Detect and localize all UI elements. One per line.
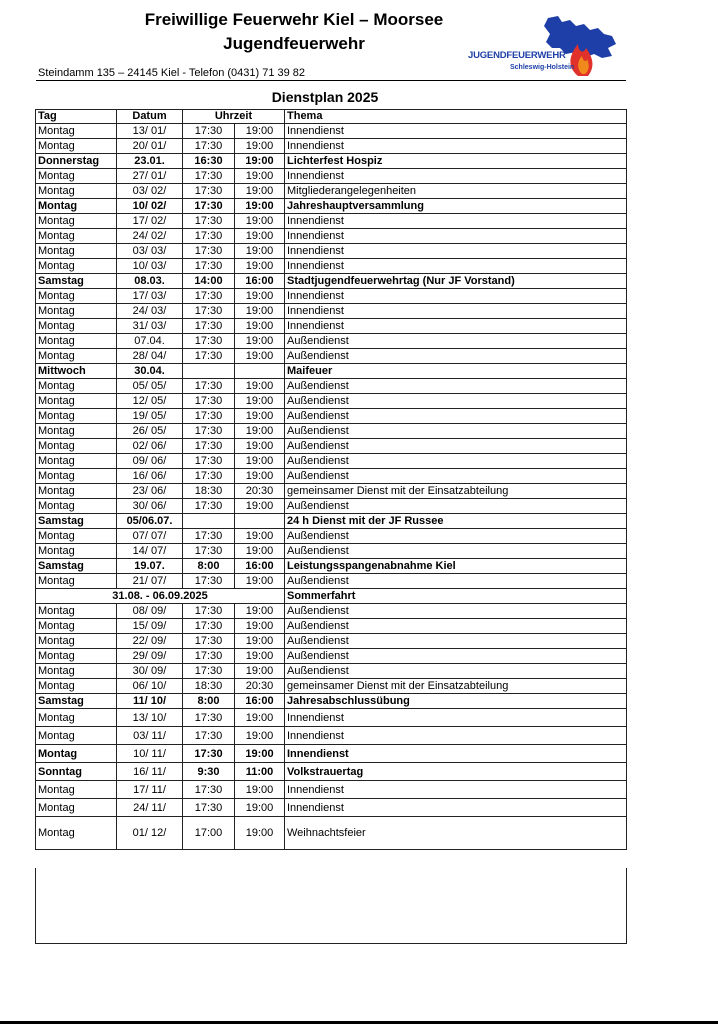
cell-tag: Montag [36, 679, 117, 694]
cell-tag: Samstag [36, 274, 117, 289]
cell-datum: 19/ 05/ [117, 409, 183, 424]
cell-datum: 10/ 03/ [117, 259, 183, 274]
cell-time-start [183, 514, 235, 529]
table-row [36, 454, 627, 469]
table-header-row [36, 110, 627, 124]
cell-thema: Jahreshauptversammlung [285, 199, 627, 214]
cell-time-end: 19:00 [235, 619, 285, 634]
table-row [36, 244, 627, 259]
cell-datum: 27/ 01/ [117, 169, 183, 184]
cell-thema: Außendienst [285, 349, 627, 364]
cell-tag: Montag [36, 649, 117, 664]
cell-datum: 23/ 06/ [117, 484, 183, 499]
table-row [36, 424, 627, 439]
cell-thema: gemeinsamer Dienst mit der Einsatzabteilung [285, 484, 627, 499]
cell-time-start: 17:30 [183, 169, 235, 184]
cell-tag: Montag [36, 439, 117, 454]
table-row [36, 184, 627, 199]
table-row [36, 124, 627, 139]
cell-datum: 10/ 11/ [117, 745, 183, 763]
cell-thema: Außendienst [285, 604, 627, 619]
cell-time-start: 8:00 [183, 559, 235, 574]
cell-tag: Samstag [36, 694, 117, 709]
cell-tag: Montag [36, 604, 117, 619]
cell-time-end: 19:00 [235, 259, 285, 274]
table-row [36, 139, 627, 154]
table-row [36, 514, 627, 529]
cell-time-start: 17:30 [183, 604, 235, 619]
table-row [36, 781, 627, 799]
col-header-tag: Tag [36, 110, 117, 124]
cell-time-end: 19:00 [235, 229, 285, 244]
cell-datum: 28/ 04/ [117, 349, 183, 364]
cell-tag: Montag [36, 394, 117, 409]
cell-time-end: 19:00 [235, 214, 285, 229]
cell-thema: Innendienst [285, 319, 627, 334]
table-row [36, 574, 627, 589]
cell-time-end: 19:00 [235, 394, 285, 409]
table-row [36, 379, 627, 394]
table-row [36, 484, 627, 499]
cell-tag: Montag [36, 424, 117, 439]
cell-tag: Montag [36, 664, 117, 679]
table-row [36, 349, 627, 364]
cell-time-start: 17:30 [183, 334, 235, 349]
cell-time-start: 17:30 [183, 319, 235, 334]
cell-datum: 03/ 03/ [117, 244, 183, 259]
org-title: Freiwillige Feuerwehr Kiel – Moorsee [144, 10, 444, 29]
cell-time-start [183, 364, 235, 379]
cell-time-end: 19:00 [235, 199, 285, 214]
cell-thema: Stadtjugendfeuerwehrtag (Nur JF Vorstand) [285, 274, 627, 289]
cell-thema: Außendienst [285, 424, 627, 439]
cell-time-end [235, 514, 285, 529]
cell-time-end: 16:00 [235, 694, 285, 709]
cell-time-start: 16:30 [183, 154, 235, 169]
address-line: Steindamm 135 – 24145 Kiel - Telefon (0431) 71 39 82 [38, 67, 306, 79]
cell-time-end: 19:00 [235, 745, 285, 763]
cell-time-start: 17:30 [183, 349, 235, 364]
cell-thema: Maifeuer [285, 364, 627, 379]
table-row [36, 319, 627, 334]
cell-time-start: 17:30 [183, 244, 235, 259]
cell-tag: Montag [36, 619, 117, 634]
cell-time-end: 19:00 [235, 709, 285, 727]
table-row [36, 199, 627, 214]
cell-thema: Außendienst [285, 409, 627, 424]
cell-time-start: 17:30 [183, 469, 235, 484]
cell-tag: Montag [36, 799, 117, 817]
cell-tag: Montag [36, 229, 117, 244]
cell-tag: Mittwoch [36, 364, 117, 379]
cell-time-start: 17:30 [183, 499, 235, 514]
cell-thema: Innendienst [285, 289, 627, 304]
cell-time-end: 19:00 [235, 544, 285, 559]
cell-tag: Montag [36, 745, 117, 763]
cell-time-start: 17:30 [183, 199, 235, 214]
jugendfeuerwehr-logo [466, 14, 622, 84]
cell-tag: Samstag [36, 514, 117, 529]
cell-time-end: 19:00 [235, 409, 285, 424]
cell-datum: 10/ 02/ [117, 199, 183, 214]
cell-tag: Montag [36, 634, 117, 649]
table-row [36, 439, 627, 454]
cell-thema: Außendienst [285, 634, 627, 649]
cell-datum: 05/ 05/ [117, 379, 183, 394]
cell-thema: Innendienst [285, 745, 627, 763]
cell-time-start: 17:30 [183, 454, 235, 469]
cell-time-start: 17:30 [183, 544, 235, 559]
cell-datum: 29/ 09/ [117, 649, 183, 664]
cell-tag: Montag [36, 709, 117, 727]
cell-tag: Montag [36, 727, 117, 745]
table-row [36, 727, 627, 745]
table-row [36, 409, 627, 424]
cell-datum: 13/ 10/ [117, 709, 183, 727]
cell-datum: 09/ 06/ [117, 454, 183, 469]
cell-tag: Montag [36, 334, 117, 349]
cell-thema: Jahresabschlussübung [285, 694, 627, 709]
cell-tag: Montag [36, 259, 117, 274]
cell-datum: 24/ 03/ [117, 304, 183, 319]
cell-tag: Montag [36, 499, 117, 514]
cell-tag: Montag [36, 529, 117, 544]
cell-time-end [235, 364, 285, 379]
cell-time-start: 14:00 [183, 274, 235, 289]
table-row [36, 529, 627, 544]
cell-datum: 16/ 11/ [117, 763, 183, 781]
cell-tag: Montag [36, 139, 117, 154]
org-subtitle: Jugendfeuerwehr [223, 34, 365, 53]
logo-text: JUGENDFEUERWEHR [468, 50, 566, 61]
table-row [36, 799, 627, 817]
cell-time-start: 17:30 [183, 529, 235, 544]
cell-tag: Montag [36, 454, 117, 469]
table-row [36, 817, 627, 850]
cell-time-end: 19:00 [235, 727, 285, 745]
logo-map-flame-icon [466, 14, 622, 84]
cell-time-start: 17:30 [183, 409, 235, 424]
cell-thema: Innendienst [285, 124, 627, 139]
cell-tag: Montag [36, 379, 117, 394]
cell-datum: 13/ 01/ [117, 124, 183, 139]
logo-region: Schleswig-Holstein [510, 64, 575, 71]
cell-time-end: 19:00 [235, 154, 285, 169]
cell-thema: Außendienst [285, 619, 627, 634]
table-row [36, 604, 627, 619]
cell-time-start: 17:30 [183, 304, 235, 319]
cell-tag: Montag [36, 469, 117, 484]
cell-datum: 22/ 09/ [117, 634, 183, 649]
cell-time-end: 19:00 [235, 604, 285, 619]
cell-datum: 19.07. [117, 559, 183, 574]
cell-thema: Innendienst [285, 139, 627, 154]
cell-tag: Montag [36, 319, 117, 334]
cell-thema: Außendienst [285, 529, 627, 544]
cell-time-end: 19:00 [235, 184, 285, 199]
table-row [36, 229, 627, 244]
cell-time-end: 19:00 [235, 169, 285, 184]
cell-datum: 17/ 11/ [117, 781, 183, 799]
cell-tag: Montag [36, 409, 117, 424]
cell-datum: 03/ 11/ [117, 727, 183, 745]
cell-time-start: 17:30 [183, 634, 235, 649]
table-row [36, 334, 627, 349]
cell-time-start: 17:30 [183, 799, 235, 817]
cell-datum: 24/ 02/ [117, 229, 183, 244]
cell-tag: Montag [36, 544, 117, 559]
table-row [36, 274, 627, 289]
table-row [36, 499, 627, 514]
cell-tag: Montag [36, 484, 117, 499]
cell-datum: 26/ 05/ [117, 424, 183, 439]
table-row [36, 214, 627, 229]
table-row [36, 259, 627, 274]
cell-time-start: 17:30 [183, 259, 235, 274]
cell-tag: Samstag [36, 559, 117, 574]
cell-time-end: 19:00 [235, 439, 285, 454]
cell-datum: 15/ 09/ [117, 619, 183, 634]
cell-datum: 17/ 02/ [117, 214, 183, 229]
table-row [36, 679, 627, 694]
cell-datum: 30/ 09/ [117, 664, 183, 679]
cell-thema: Außendienst [285, 544, 627, 559]
cell-tag: Montag [36, 574, 117, 589]
table-row [36, 745, 627, 763]
cell-datum: 01/ 12/ [117, 817, 183, 850]
cell-datum: 12/ 05/ [117, 394, 183, 409]
cell-time-end: 11:00 [235, 763, 285, 781]
table-row [36, 154, 627, 169]
table-row [36, 634, 627, 649]
table-row [36, 664, 627, 679]
cell-time-start: 17:30 [183, 424, 235, 439]
cell-thema: 24 h Dienst mit der JF Russee [285, 514, 627, 529]
cell-thema: Sommerfahrt [285, 589, 627, 604]
cell-datum: 06/ 10/ [117, 679, 183, 694]
cell-time-end: 19:00 [235, 379, 285, 394]
cell-thema: Innendienst [285, 304, 627, 319]
table-row [36, 169, 627, 184]
cell-thema: Innendienst [285, 727, 627, 745]
cell-time-start: 18:30 [183, 679, 235, 694]
cell-thema: Außendienst [285, 469, 627, 484]
cell-time-start: 17:30 [183, 574, 235, 589]
cell-time-end: 19:00 [235, 664, 285, 679]
cell-tag: Montag [36, 184, 117, 199]
cell-time-start: 17:30 [183, 664, 235, 679]
cell-time-end: 19:00 [235, 649, 285, 664]
cell-time-start: 17:30 [183, 745, 235, 763]
cell-time-end: 20:30 [235, 484, 285, 499]
plan-title: Dienstplan 2025 [271, 89, 379, 105]
cell-time-end: 19:00 [235, 634, 285, 649]
cell-time-end: 19:00 [235, 244, 285, 259]
cell-time-end: 19:00 [235, 817, 285, 850]
col-header-datum: Datum [117, 110, 183, 124]
cell-datum: 03/ 02/ [117, 184, 183, 199]
cell-datum: 31/ 03/ [117, 319, 183, 334]
cell-tag: Montag [36, 124, 117, 139]
cell-time-end: 19:00 [235, 304, 285, 319]
cell-thema: Leistungsspangenabnahme Kiel [285, 559, 627, 574]
cell-tag: Montag [36, 817, 117, 850]
cell-datum: 21/ 07/ [117, 574, 183, 589]
cell-datum: 07.04. [117, 334, 183, 349]
cell-thema: Außendienst [285, 454, 627, 469]
cell-time-end: 19:00 [235, 349, 285, 364]
cell-time-start: 17:30 [183, 289, 235, 304]
cell-time-end: 19:00 [235, 499, 285, 514]
cell-thema: Außendienst [285, 394, 627, 409]
cell-datum: 14/ 07/ [117, 544, 183, 559]
cell-time-start: 9:30 [183, 763, 235, 781]
cell-time-end: 19:00 [235, 319, 285, 334]
notes-area [35, 868, 627, 944]
cell-thema: Außendienst [285, 574, 627, 589]
cell-tag: Sonntag [36, 763, 117, 781]
cell-thema: Innendienst [285, 244, 627, 259]
cell-time-start: 17:30 [183, 394, 235, 409]
cell-tag: Montag [36, 304, 117, 319]
cell-tag: Montag [36, 289, 117, 304]
table-row [36, 469, 627, 484]
cell-datum: 02/ 06/ [117, 439, 183, 454]
cell-date-range: 31.08. - 06.09.2025 [36, 589, 285, 604]
cell-thema: Innendienst [285, 781, 627, 799]
table-row [36, 304, 627, 319]
table-row [36, 763, 627, 781]
cell-thema: Außendienst [285, 499, 627, 514]
cell-time-start: 17:30 [183, 379, 235, 394]
cell-time-end: 16:00 [235, 274, 285, 289]
table-row [36, 559, 627, 574]
cell-tag: Montag [36, 214, 117, 229]
table-row [36, 364, 627, 379]
cell-thema: Innendienst [285, 709, 627, 727]
cell-thema: Lichterfest Hospiz [285, 154, 627, 169]
cell-time-start: 17:30 [183, 781, 235, 799]
table-row [36, 544, 627, 559]
cell-datum: 17/ 03/ [117, 289, 183, 304]
cell-tag: Montag [36, 244, 117, 259]
cell-datum: 07/ 07/ [117, 529, 183, 544]
cell-time-start: 17:30 [183, 619, 235, 634]
cell-thema: Außendienst [285, 334, 627, 349]
cell-tag: Donnerstag [36, 154, 117, 169]
cell-thema: Innendienst [285, 169, 627, 184]
cell-time-end: 19:00 [235, 139, 285, 154]
table-row [36, 649, 627, 664]
col-header-uhrzeit: Uhrzeit [183, 110, 285, 124]
table-row [36, 289, 627, 304]
cell-thema: Innendienst [285, 259, 627, 274]
cell-time-start: 17:30 [183, 439, 235, 454]
table-row [36, 709, 627, 727]
cell-time-start: 17:30 [183, 184, 235, 199]
cell-thema: Außendienst [285, 664, 627, 679]
cell-time-end: 19:00 [235, 334, 285, 349]
table-row [36, 394, 627, 409]
cell-time-start: 17:30 [183, 649, 235, 664]
cell-datum: 20/ 01/ [117, 139, 183, 154]
cell-thema: gemeinsamer Dienst mit der Einsatzabteilung [285, 679, 627, 694]
cell-thema: Volkstrauertag [285, 763, 627, 781]
cell-time-end: 19:00 [235, 289, 285, 304]
cell-thema: Weihnachtsfeier [285, 817, 627, 850]
cell-datum: 05/06.07. [117, 514, 183, 529]
cell-time-end: 20:30 [235, 679, 285, 694]
cell-datum: 30.04. [117, 364, 183, 379]
cell-time-end: 19:00 [235, 574, 285, 589]
cell-datum: 23.01. [117, 154, 183, 169]
cell-thema: Mitgliederangelegenheiten [285, 184, 627, 199]
cell-datum: 16/ 06/ [117, 469, 183, 484]
cell-time-start: 17:30 [183, 229, 235, 244]
cell-datum: 24/ 11/ [117, 799, 183, 817]
cell-datum: 30/ 06/ [117, 499, 183, 514]
cell-datum: 11/ 10/ [117, 694, 183, 709]
cell-time-start: 17:00 [183, 817, 235, 850]
cell-time-end: 19:00 [235, 781, 285, 799]
cell-time-end: 16:00 [235, 559, 285, 574]
cell-time-end: 19:00 [235, 799, 285, 817]
cell-thema: Innendienst [285, 799, 627, 817]
cell-time-start: 17:30 [183, 727, 235, 745]
cell-time-start: 17:30 [183, 709, 235, 727]
schedule-table [35, 109, 627, 850]
table-row [36, 589, 627, 604]
cell-time-end: 19:00 [235, 454, 285, 469]
cell-tag: Montag [36, 199, 117, 214]
cell-time-end: 19:00 [235, 424, 285, 439]
cell-time-start: 18:30 [183, 484, 235, 499]
cell-thema: Außendienst [285, 649, 627, 664]
cell-time-start: 17:30 [183, 124, 235, 139]
cell-time-end: 19:00 [235, 529, 285, 544]
table-row [36, 619, 627, 634]
cell-time-start: 17:30 [183, 139, 235, 154]
cell-tag: Montag [36, 781, 117, 799]
cell-time-start: 17:30 [183, 214, 235, 229]
cell-thema: Innendienst [285, 214, 627, 229]
cell-datum: 08/ 09/ [117, 604, 183, 619]
table-row [36, 694, 627, 709]
cell-datum: 08.03. [117, 274, 183, 289]
cell-thema: Außendienst [285, 439, 627, 454]
cell-tag: Montag [36, 349, 117, 364]
cell-time-end: 19:00 [235, 124, 285, 139]
cell-thema: Außendienst [285, 379, 627, 394]
cell-time-end: 19:00 [235, 469, 285, 484]
cell-time-start: 8:00 [183, 694, 235, 709]
cell-thema: Innendienst [285, 229, 627, 244]
col-header-thema: Thema [285, 110, 627, 124]
cell-tag: Montag [36, 169, 117, 184]
